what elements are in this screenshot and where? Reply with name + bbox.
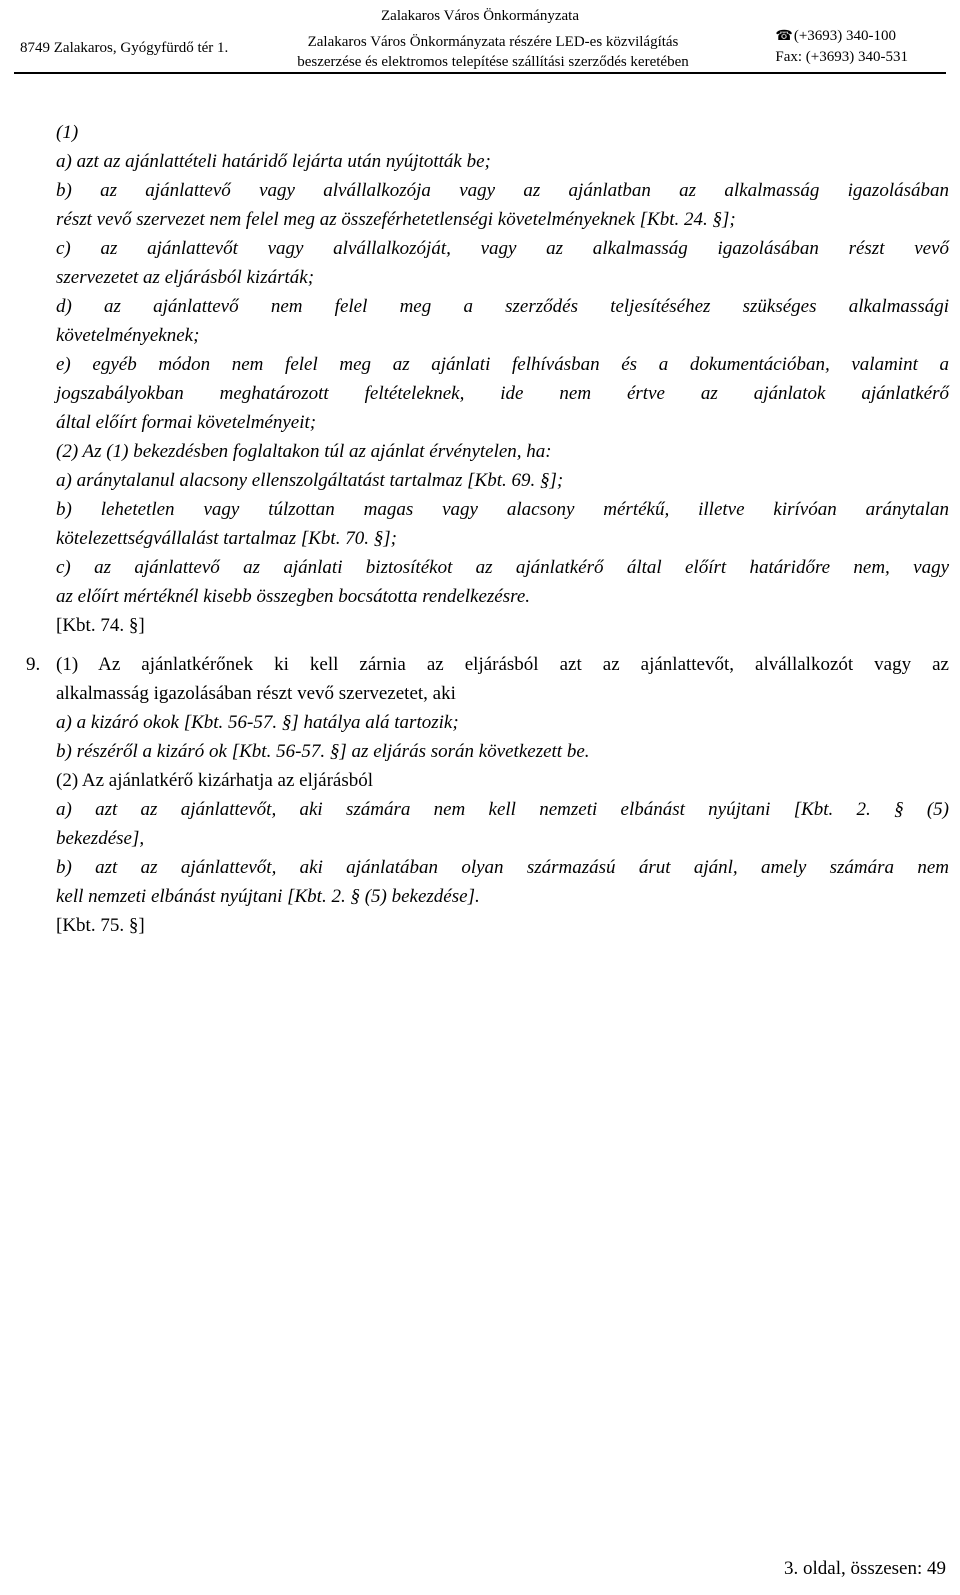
text-line: szervezetet az eljárásból kizárták;: [56, 267, 315, 288]
text-line: a) a kizáró okok [Kbt. 56-57. §] hatálya alá tartozik;: [56, 712, 459, 733]
text-line: d) az ajánlattevő nem felel meg a szerződés teljesítéséhez szükséges alkalmassági: [56, 296, 949, 317]
header-fax: Fax: (+3693) 340-531: [775, 49, 908, 65]
text-line: b) részéről a kizáró ok [Kbt. 56-57. §] az eljárás során következett be.: [56, 741, 590, 762]
page-number: 3. oldal, összesen: 49: [783, 1558, 946, 1579]
text-line: c) az ajánlattevőt vagy alvállalkozóját, vagy az alkalmasság igazolásában részt vevő: [56, 238, 949, 259]
text-line: bekezdése],: [56, 828, 145, 849]
text-line: (2) Az ajánlatkérő kizárhatja az eljárásból: [56, 770, 374, 791]
text-line: c) az ajánlattevő az ajánlati biztosítékot az ajánlatkérő által előírt határidőre nem, vagy: [56, 557, 949, 578]
header-project-line2: beszerzése és elektromos telepítése szállítási szerződés keretében: [297, 54, 689, 70]
header-organization: Zalakaros Város Önkormányzata: [381, 8, 579, 24]
header-address: 8749 Zalakaros, Gyógyfürdő tér 1.: [20, 40, 229, 56]
text-line: által előírt formai követelményeit;: [56, 412, 317, 433]
text-line: b) lehetetlen vagy túlzottan magas vagy alacsony mértékű, illetve kirívóan aránytalan: [56, 499, 949, 520]
text-line: (1): [56, 122, 79, 143]
text-line: a) azt az ajánlattevőt, aki számára nem kell nemzeti elbánást nyújtani [Kbt. 2. § (5): [56, 799, 949, 820]
text-line: a) aránytalanul alacsony ellenszolgáltatást tartalmaz [Kbt. 69. §];: [56, 470, 564, 491]
page-header: [14, 4, 946, 74]
text-line: követelményeknek;: [56, 325, 200, 346]
header-phone: (+3693) 340-100: [793, 28, 897, 44]
text-line: jogszabályokban meghatározott feltételeknek, ide nem értve az ajánlatok ajánlatkérő: [56, 383, 949, 404]
text-line: e) egyéb módon nem felel meg az ajánlati felhívásban és a dokumentációban, valamint a: [56, 354, 949, 375]
text-line: alkalmasság igazolásában részt vevő szervezetet, aki: [56, 683, 456, 704]
text-line: [Kbt. 75. §]: [56, 915, 145, 936]
text-line: [Kbt. 74. §]: [56, 615, 145, 636]
text-line: (2) Az (1) bekezdésben foglaltakon túl az ajánlat érvénytelen, ha:: [56, 441, 552, 462]
text-line: kötelezettségvállalást tartalmaz [Kbt. 70. §];: [56, 528, 397, 549]
section-9: [56, 650, 949, 940]
text-line: (1) Az ajánlatkérőnek ki kell zárnia az eljárásból azt az ajánlattevőt, alvállalkozót vagy az: [56, 654, 949, 675]
text-line: b) azt az ajánlattevőt, aki ajánlatában olyan származású árut ajánl, amely számára nem: [56, 857, 949, 878]
text-line: kell nemzeti elbánást nyújtani [Kbt. 2. § (5) bekezdése].: [56, 886, 480, 907]
header-project: [280, 32, 706, 72]
telephone-icon: ☎: [775, 29, 793, 44]
text-line: részt vevő szervezet nem felel meg az összeférhetetlenségi követelményeknek [Kbt. 24. §];: [56, 209, 736, 230]
header-contact: [775, 26, 908, 67]
text-line: az előírt mértéknél kisebb összegben bocsátotta rendelkezésre.: [56, 586, 531, 607]
text-line: a) azt az ajánlattételi határidő lejárta után nyújtották be;: [56, 151, 491, 172]
section-number: 9.: [26, 654, 41, 675]
header-project-line1: Zalakaros Város Önkormányzata részére LED-es közvilágítás: [307, 34, 679, 50]
text-line: b) az ajánlattevő vagy alvállalkozója vagy az ajánlatban az alkalmasság igazolásában: [56, 180, 949, 201]
section-1: [56, 118, 949, 640]
